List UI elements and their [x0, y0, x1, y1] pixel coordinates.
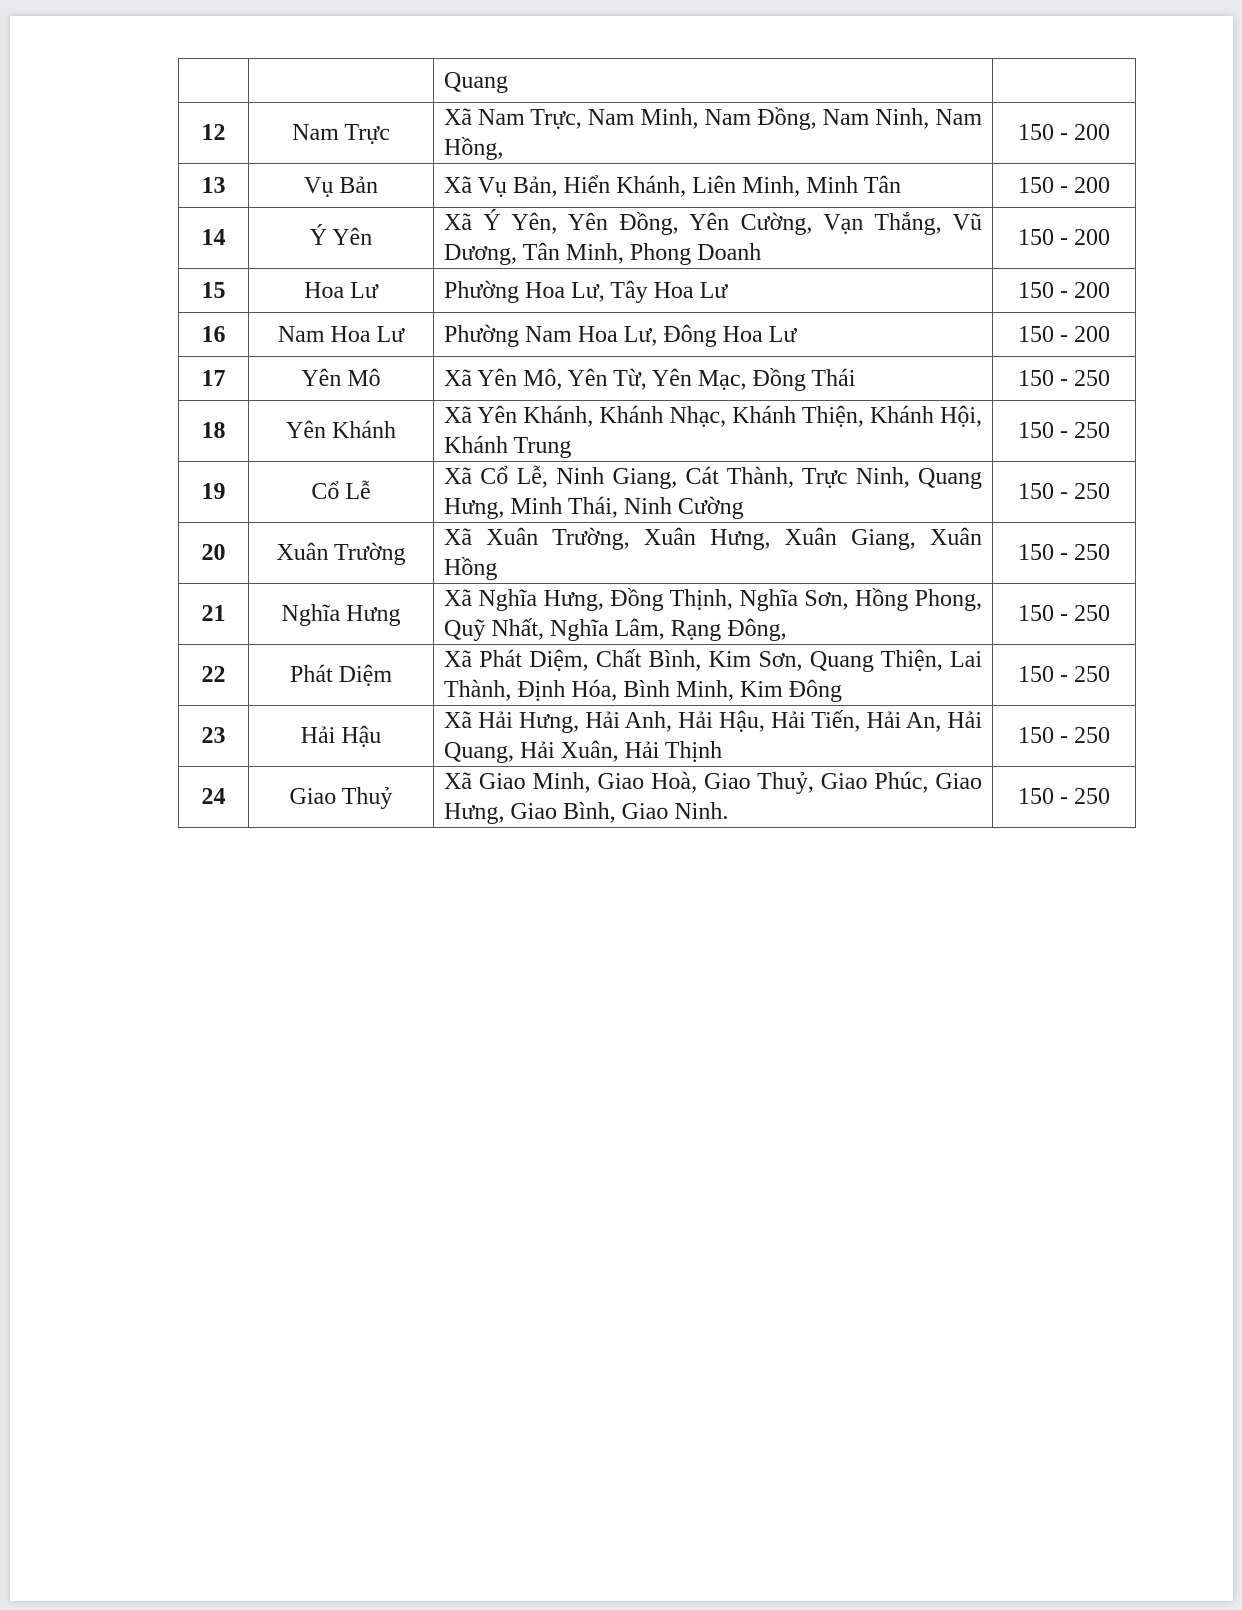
stt-cell: 16 — [179, 313, 249, 357]
area-name-cell: Phát Diệm — [249, 645, 434, 706]
stt-cell: 24 — [179, 767, 249, 828]
area-name-cell: Xuân Trường — [249, 523, 434, 584]
distance-cell: 150 - 200 — [993, 208, 1136, 269]
communes-cell: Xã Cổ Lễ, Ninh Giang, Cát Thành, Trực Ninh, Quang Hưng, Minh Thái, Ninh Cường — [434, 462, 993, 523]
area-name-cell: Cổ Lễ — [249, 462, 434, 523]
distance-cell: 150 - 250 — [993, 645, 1136, 706]
stt-cell — [179, 59, 249, 103]
table-row — [179, 401, 1136, 462]
distance-cell: 150 - 250 — [993, 767, 1136, 828]
distance-cell: 150 - 200 — [993, 103, 1136, 164]
table-row — [179, 357, 1136, 401]
table-row — [179, 584, 1136, 645]
table-row — [179, 645, 1136, 706]
area-name-cell: Nam Hoa Lư — [249, 313, 434, 357]
table-row — [179, 523, 1136, 584]
table-row — [179, 462, 1136, 523]
communes-cell: Xã Phát Diệm, Chất Bình, Kim Sơn, Quang Thiện, Lai Thành, Định Hóa, Bình Minh, Kim Đông — [434, 645, 993, 706]
stt-cell: 18 — [179, 401, 249, 462]
stt-cell: 13 — [179, 164, 249, 208]
distance-cell: 150 - 200 — [993, 269, 1136, 313]
distance-cell: 150 - 250 — [993, 401, 1136, 462]
distance-cell: 150 - 200 — [993, 313, 1136, 357]
area-name-cell: Yên Mô — [249, 357, 434, 401]
area-name-cell: Nam Trực — [249, 103, 434, 164]
table-row — [179, 59, 1136, 103]
area-name-cell: Yên Khánh — [249, 401, 434, 462]
communes-cell: Xã Nam Trực, Nam Minh, Nam Đồng, Nam Ninh, Nam Hồng, — [434, 103, 993, 164]
table-row — [179, 208, 1136, 269]
distance-cell: 150 - 200 — [993, 164, 1136, 208]
communes-cell: Phường Hoa Lư, Tây Hoa Lư — [434, 269, 993, 313]
stt-cell: 14 — [179, 208, 249, 269]
stt-cell: 19 — [179, 462, 249, 523]
communes-cell: Xã Yên Mô, Yên Từ, Yên Mạc, Đồng Thái — [434, 357, 993, 401]
distance-cell: 150 - 250 — [993, 584, 1136, 645]
table-row — [179, 269, 1136, 313]
table-row — [179, 767, 1136, 828]
communes-cell: Xã Nghĩa Hưng, Đồng Thịnh, Nghĩa Sơn, Hồng Phong, Quỹ Nhất, Nghĩa Lâm, Rạng Đông, — [434, 584, 993, 645]
area-name-cell: Hoa Lư — [249, 269, 434, 313]
stt-cell: 12 — [179, 103, 249, 164]
document-page — [10, 16, 1233, 1601]
communes-cell: Xã Ý Yên, Yên Đồng, Yên Cường, Vạn Thắng, Vũ Dương, Tân Minh, Phong Doanh — [434, 208, 993, 269]
area-name-cell: Nghĩa Hưng — [249, 584, 434, 645]
region-table — [178, 58, 1136, 828]
table-row — [179, 103, 1136, 164]
area-name-cell: Giao Thuỷ — [249, 767, 434, 828]
communes-cell: Xã Yên Khánh, Khánh Nhạc, Khánh Thiện, Khánh Hội, Khánh Trung — [434, 401, 993, 462]
stt-cell: 15 — [179, 269, 249, 313]
distance-cell: 150 - 250 — [993, 523, 1136, 584]
communes-cell: Xã Vụ Bản, Hiển Khánh, Liên Minh, Minh Tân — [434, 164, 993, 208]
stt-cell: 17 — [179, 357, 249, 401]
area-name-cell: Vụ Bản — [249, 164, 434, 208]
table-row — [179, 313, 1136, 357]
stt-cell: 20 — [179, 523, 249, 584]
stt-cell: 23 — [179, 706, 249, 767]
distance-cell: 150 - 250 — [993, 357, 1136, 401]
area-name-cell — [249, 59, 434, 103]
communes-cell: Phường Nam Hoa Lư, Đông Hoa Lư — [434, 313, 993, 357]
communes-cell: Xã Giao Minh, Giao Hoà, Giao Thuỷ, Giao Phúc, Giao Hưng, Giao Bình, Giao Ninh. — [434, 767, 993, 828]
table-row — [179, 164, 1136, 208]
distance-cell: 150 - 250 — [993, 706, 1136, 767]
stt-cell: 22 — [179, 645, 249, 706]
distance-cell — [993, 59, 1136, 103]
distance-cell: 150 - 250 — [993, 462, 1136, 523]
table-row — [179, 706, 1136, 767]
stt-cell: 21 — [179, 584, 249, 645]
communes-cell: Quang — [434, 59, 993, 103]
area-name-cell: Hải Hậu — [249, 706, 434, 767]
area-name-cell: Ý Yên — [249, 208, 434, 269]
communes-cell: Xã Hải Hưng, Hải Anh, Hải Hậu, Hải Tiến, Hải An, Hải Quang, Hải Xuân, Hải Thịnh — [434, 706, 993, 767]
communes-cell: Xã Xuân Trường, Xuân Hưng, Xuân Giang, Xuân Hồng — [434, 523, 993, 584]
